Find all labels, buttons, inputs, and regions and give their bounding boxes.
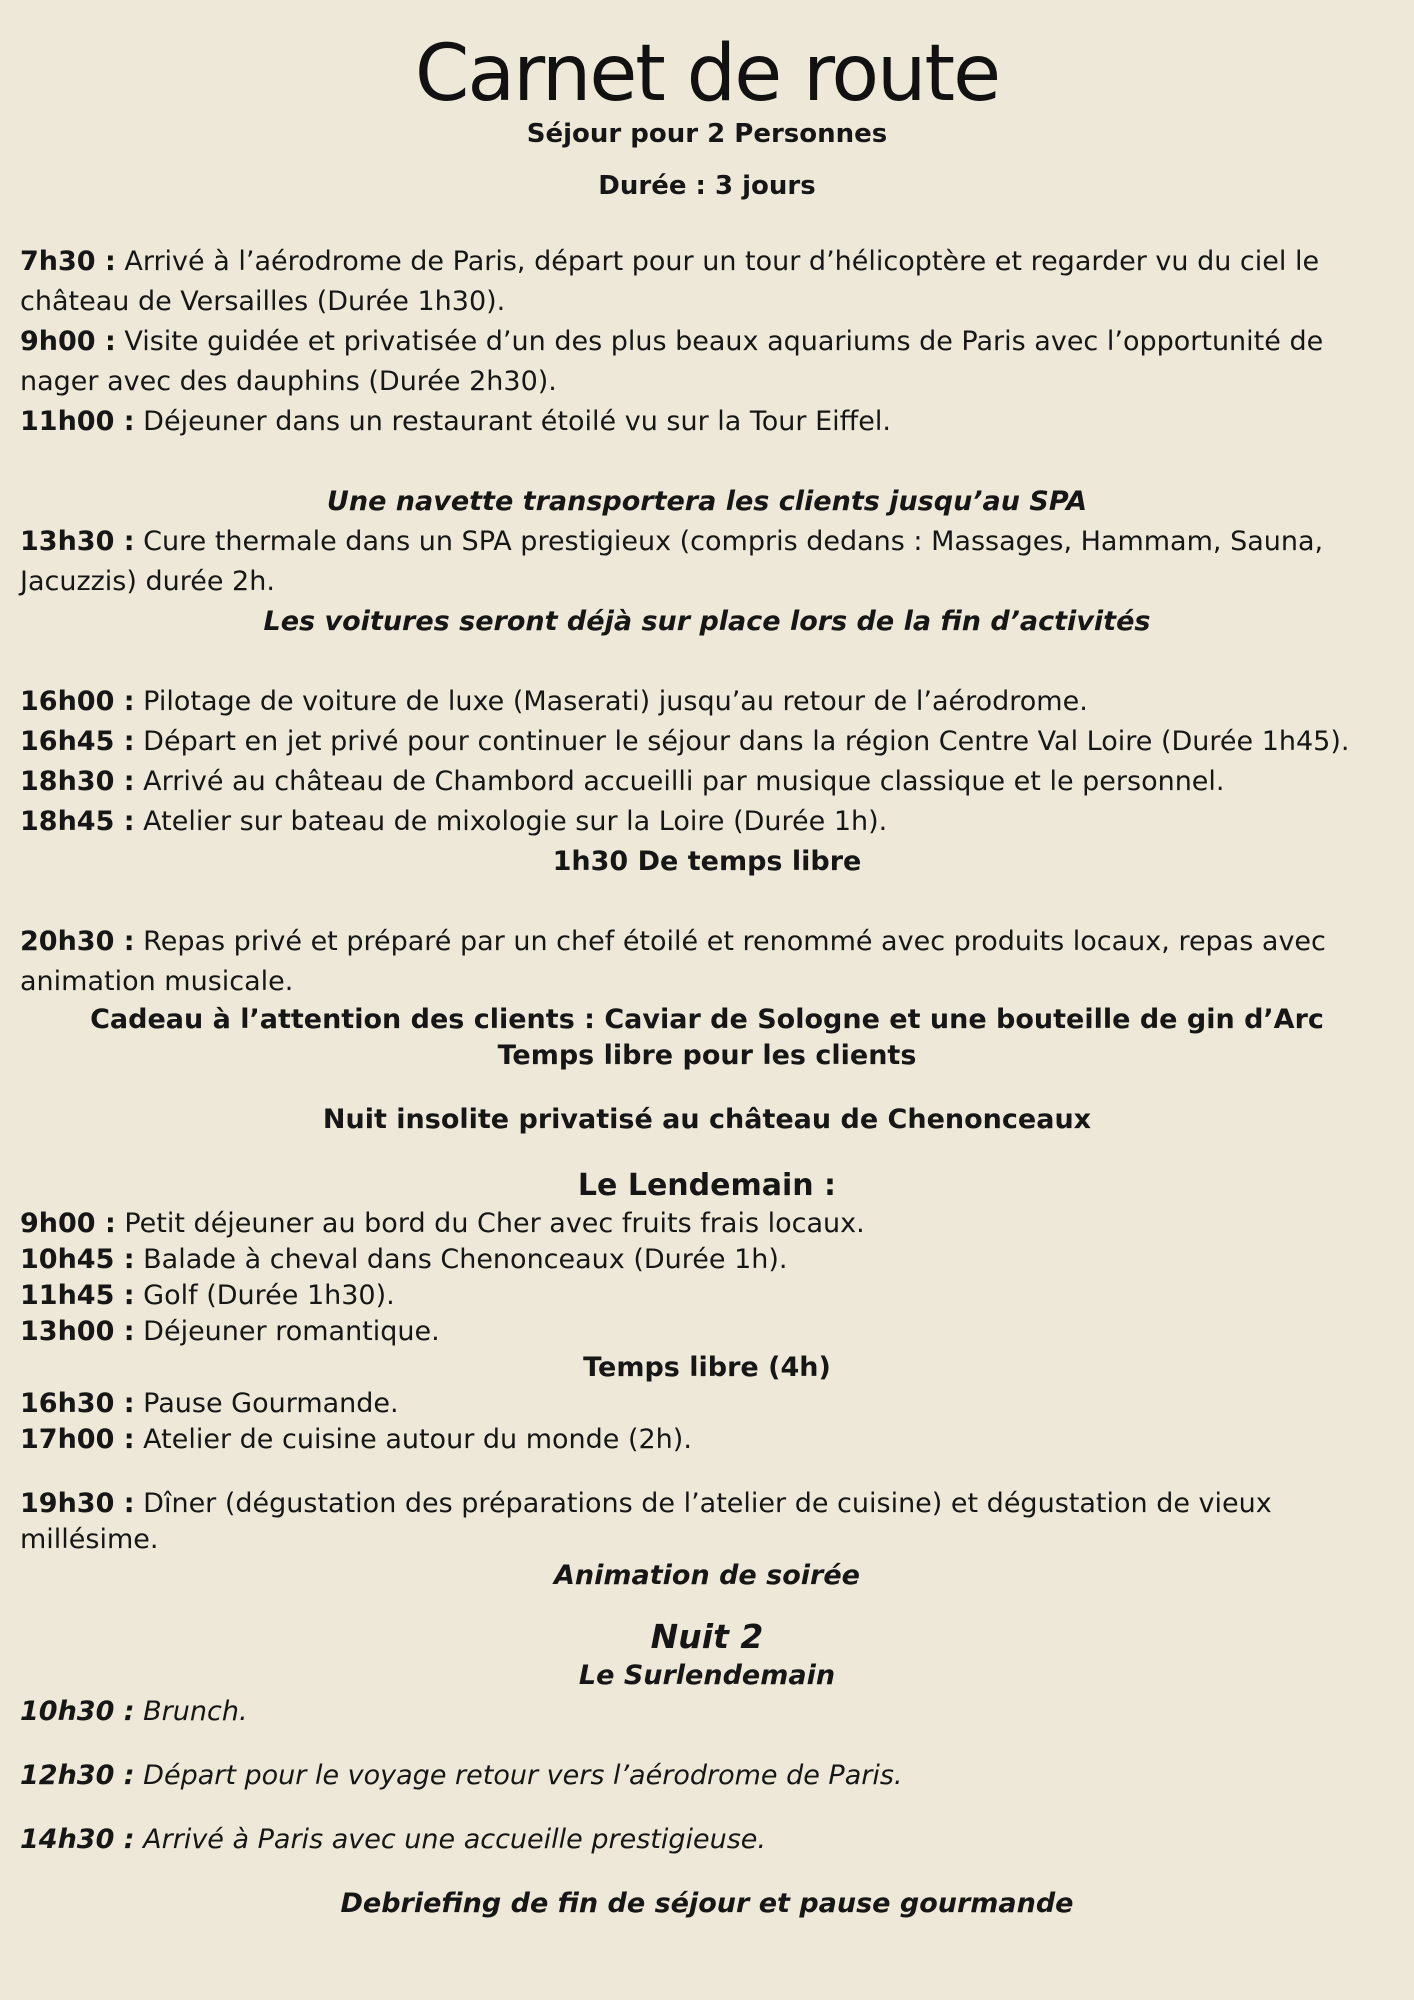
schedule-item (20, 682, 1394, 722)
duration-label: Durée : 3 jours (598, 171, 816, 201)
schedule-item (20, 1694, 1394, 1730)
day3-heading: Le Surlendemain (578, 1660, 836, 1691)
schedule-time: 13h30 : (20, 526, 135, 557)
schedule-item (20, 1422, 1394, 1458)
schedule-item (20, 242, 1394, 322)
schedule-time: 14h30 : (20, 1824, 135, 1855)
schedule-text: Pilotage de voiture de luxe (Maserati) jusqu’au retour de l’aérodrome. (134, 686, 1088, 717)
day2-heading: Le Lendemain : (577, 1168, 837, 1203)
schedule-item (20, 1314, 1394, 1350)
schedule-item (20, 922, 1394, 1002)
schedule-text: Cure thermale dans un SPA prestigieux (compris dedans : Massages, Hammam, Sauna, Jacuzzis) durée 2h. (20, 526, 1324, 597)
schedule-time: 11h00 : (20, 406, 135, 437)
schedule-item (20, 802, 1394, 842)
schedule-text: Atelier de cuisine autour du monde (2h). (134, 1424, 692, 1455)
schedule-time: 7h30 : (20, 246, 116, 277)
schedule-time: 10h45 : (20, 1244, 135, 1275)
schedule-text: Arrivé à l’aérodrome de Paris, départ pour un tour d’hélicoptère et regarder vu du ciel le château de Versailles (Durée 1h30). (20, 246, 1320, 317)
schedule-item (20, 1822, 1394, 1858)
schedule-item (20, 322, 1394, 402)
free-time-note: Temps libre (4h) (583, 1352, 831, 1383)
schedule-item (20, 1278, 1394, 1314)
schedule-item (20, 1758, 1394, 1794)
gift-note: Cadeau à l’attention des clients : Caviar de Sologne et une bouteille de gin d’Arc (90, 1004, 1324, 1035)
page-title: Carnet de route (414, 29, 1000, 119)
schedule-item (20, 1242, 1394, 1278)
schedule-text: Brunch. (134, 1696, 248, 1727)
schedule-text: Repas privé et préparé par un chef étoilé et renommé avec produits locaux, repas avec animation musicale. (20, 926, 1326, 997)
schedule-time: 12h30 : (20, 1760, 135, 1791)
schedule-text: Atelier sur bateau de mixologie sur la Loire (Durée 1h). (134, 806, 888, 837)
schedule-item (20, 522, 1394, 602)
schedule-text: Départ en jet privé pour continuer le séjour dans la région Centre Val Loire (Durée 1h45). (134, 726, 1350, 757)
schedule-item (20, 402, 1394, 442)
schedule-item (20, 1486, 1394, 1558)
schedule-text: Arrivé à Paris avec une accueille prestigieuse. (134, 1824, 766, 1855)
schedule-text: Déjeuner romantique. (134, 1316, 440, 1347)
schedule-text: Balade à cheval dans Chenonceaux (Durée 1h). (134, 1244, 788, 1275)
schedule-text: Dîner (dégustation des préparations de l’atelier de cuisine) et dégustation de vieux millésime. (20, 1488, 1272, 1555)
schedule-time: 17h00 : (20, 1424, 135, 1455)
schedule-time: 11h45 : (20, 1280, 135, 1311)
schedule-time: 16h00 : (20, 686, 135, 717)
page-subtitle: Séjour pour 2 Personnes (526, 119, 888, 149)
night-note: Nuit insolite privatisé au château de Chenonceaux (322, 1104, 1092, 1135)
schedule-text: Pause Gourmande. (134, 1388, 399, 1419)
schedule-time: 9h00 : (20, 1208, 116, 1239)
schedule-text: Départ pour le voyage retour vers l’aérodrome de Paris. (134, 1760, 903, 1791)
closing-note: Debriefing de fin de séjour et pause gourmande (340, 1888, 1074, 1919)
schedule-text: Arrivé au château de Chambord accueilli par musique classique et le personnel. (134, 766, 1225, 797)
night2-heading: Nuit 2 (650, 1617, 764, 1656)
cars-note: Les voitures seront déjà sur place lors de la fin d’activités (263, 606, 1151, 637)
schedule-item (20, 1386, 1394, 1422)
schedule-time: 18h45 : (20, 806, 135, 837)
schedule-text: Déjeuner dans un restaurant étoilé vu sur la Tour Eiffel. (134, 406, 891, 437)
free-time-clients-note: Temps libre pour les clients (497, 1040, 917, 1071)
schedule-item (20, 762, 1394, 802)
schedule-time: 16h45 : (20, 726, 135, 757)
schedule-text: Golf (Durée 1h30). (134, 1280, 395, 1311)
schedule-text: Visite guidée et privatisée d’un des plus beaux aquariums de Paris avec l’opportunité de nager avec des dauphins (Durée 2h30). (20, 326, 1324, 397)
schedule-time: 18h30 : (20, 766, 135, 797)
schedule-time: 16h30 : (20, 1388, 135, 1419)
free-time-note: 1h30 De temps libre (552, 846, 862, 877)
schedule-time: 13h00 : (20, 1316, 135, 1347)
schedule-time: 10h30 : (20, 1696, 135, 1727)
shuttle-note: Une navette transportera les clients jusqu’au SPA (326, 486, 1088, 517)
schedule-time: 20h30 : (20, 926, 135, 957)
schedule-item (20, 1206, 1394, 1242)
schedule-time: 19h30 : (20, 1488, 135, 1519)
schedule-item (20, 722, 1394, 762)
schedule-text: Petit déjeuner au bord du Cher avec fruits frais locaux. (115, 1208, 865, 1239)
evening-note: Animation de soirée (554, 1560, 860, 1591)
schedule-time: 9h00 : (20, 326, 116, 357)
